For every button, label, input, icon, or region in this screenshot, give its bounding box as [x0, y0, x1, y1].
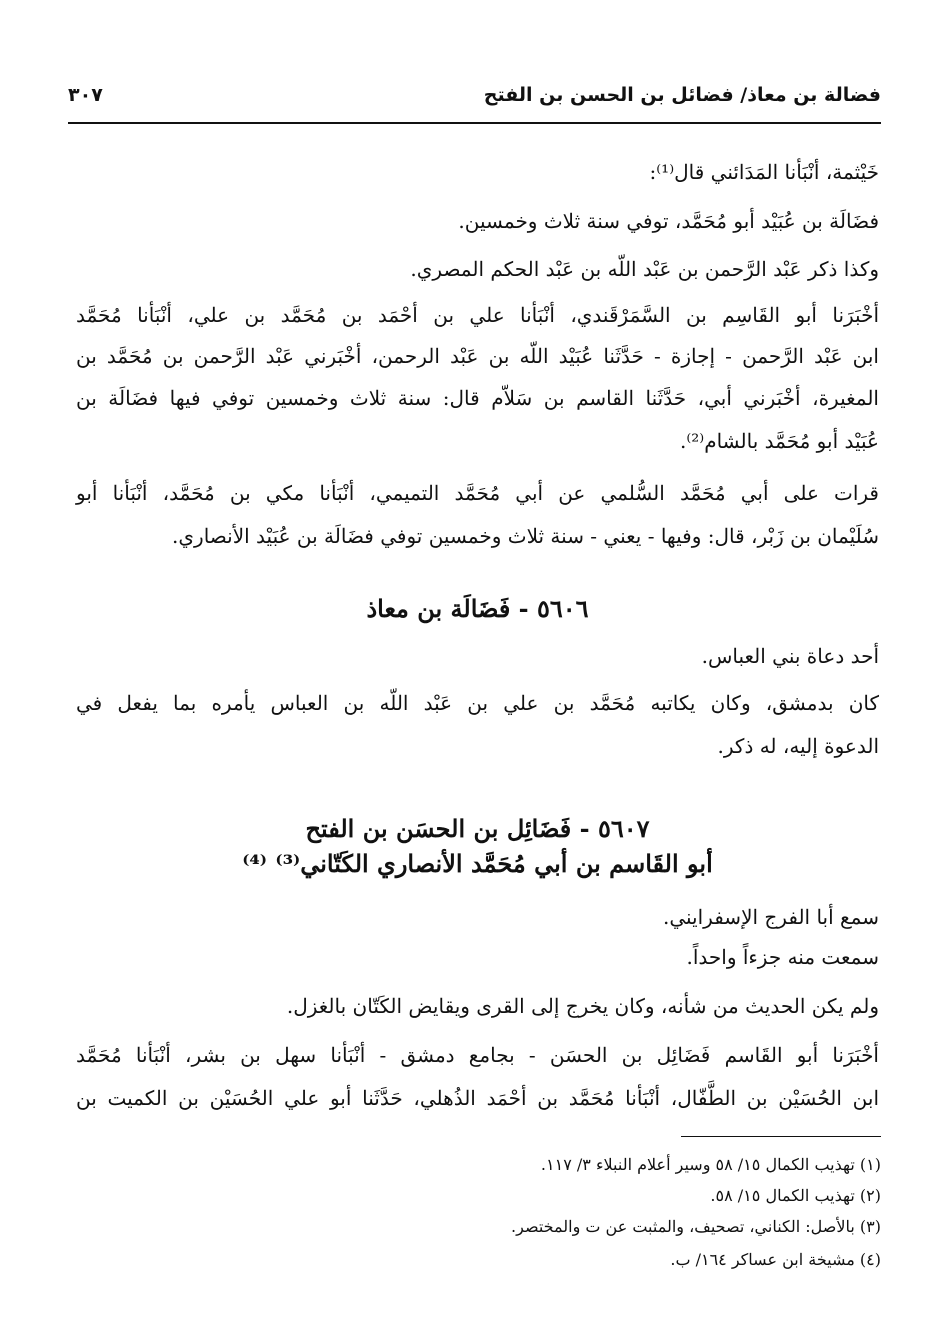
footnote: (٤) مشيخة ابن عساكر ١٦٤/ ب. [670, 1250, 881, 1269]
body-line: قرات على أبي مُحَمَّد السُّلمي عن أبي مُحَمَّد التميمي، أنْبَأنا مكي بن مُحَمَّد، أنْبَأنا أبو [76, 481, 879, 505]
body-line: المغيرة، أخْبَرني أبي، حَدَّثَنا القاسم بن سَلاّم قال: سنة ثلاث وخمسين توفي فيها فضَالَة بن [76, 386, 879, 410]
entry-line: سمعت منه جزءاً واحداً. [686, 945, 879, 969]
entry-line: ولم يكن الحديث من شأنه، وكان يخرج إلى القرى ويقايض الكَتّان بالغزل. [286, 994, 879, 1018]
body-line: عُبَيْد أبو مُحَمَّد بالشام⁽²⁾. [679, 429, 879, 453]
body-line: خَيْثمة، أنْبَأنا المَدَائني قال⁽¹⁾: [649, 160, 879, 184]
footnote-rule [681, 1136, 881, 1137]
footnote: (٢) تهذيب الكمال ١٥/ ٥٨. [710, 1186, 881, 1205]
body-line: وكذا ذكر عَبْد الرَّحمن بن عَبْد اللّه بن عَبْد الحكم المصري. [410, 257, 879, 281]
entry-line: الدعوة إليه، له ذكر. [717, 734, 879, 758]
body-line: ابن عَبْد الرَّحمن - إجازة - حَدَّثَنا عُبَيْد اللّه بن عَبْد الرحمن، أخْبَرني عَبْد الرَّحمن بن مُحَمَّد بن [76, 344, 879, 368]
footnote: (٣) بالأصل: الكناني، تصحيف، والمثبت عن ت والمختصر. [511, 1217, 881, 1236]
body-line: سُلَيْمان بن زَبْر، قال: وفيها - يعني - سنة ثلاث وخمسين توفي فضَالَة بن عُبَيْد الأنصاري. [172, 524, 879, 548]
running-header-title: فضالة بن معاذ/ فضائل بن الحسن بن الفتح [483, 84, 881, 106]
body-line: فضَالَة بن عُبَيْد أبو مُحَمَّد، توفي سنة ثلاث وخمسين. [458, 209, 879, 233]
entry-line: أحد دعاة بني العباس. [701, 644, 879, 668]
entry-line: سمع أبا الفرج الإسفرايني. [662, 905, 879, 929]
entry-line: كان بدمشق، وكان يكاتبه مُحَمَّد بن علي بن عَبْد اللّه بن العباس يأمره بما يفعل في [76, 691, 879, 715]
header-rule [68, 122, 881, 124]
entry-line: أخْبَرَنا أبو القَاسم فَضَائِل بن الحسَن - بجامع دمشق - أنْبَأنا سهل بن بشر، أنْبَأنا مُحَمَّد [76, 1043, 879, 1067]
entry-heading-5606: ٥٦٠٦ - فَضَالَة بن معاذ [366, 594, 589, 623]
footnote: (١) تهذيب الكمال ١٥/ ٥٨ وسير أعلام النبلاء ٣/ ١١٧. [540, 1155, 881, 1174]
entry-line: ابن الحُسَيْن بن الطَّفّال، أنْبَأنا مُحَمَّد بن أحْمَد الذُهلي، حَدَّثَنا أبو علي الحُسَيْن بن الكميت بن [76, 1086, 879, 1110]
entry-heading-5607: ٥٦٠٧ - فَضَائِل بن الحسَن بن الفتح [305, 814, 650, 843]
body-line: أخْبَرَنا أبو القَاسِم بن السَّمَرْقَندي، أنْبَأنا علي بن أحْمَد بن مُحَمَّد بن علي، أنْبَأنا مُحَمَّد [76, 303, 879, 327]
page-number: ٣٠٧ [68, 84, 103, 106]
entry-heading-5607-subtitle: أبو القَاسم بن أبي مُحَمَّد الأنصاري الكَتّاني⁽³⁾ ⁽⁴⁾ [242, 849, 713, 878]
running-header [68, 84, 881, 118]
